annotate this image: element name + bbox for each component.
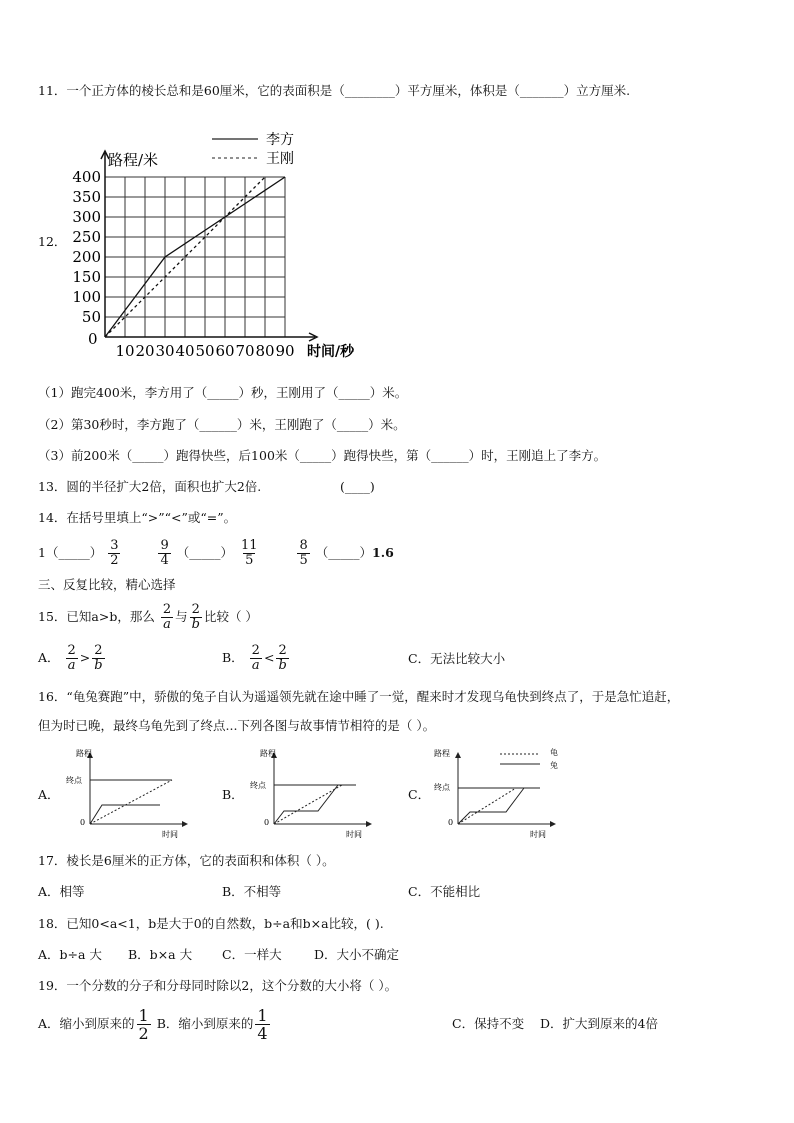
x-tick-label: 40	[175, 342, 195, 360]
q18-option-c: C．一样大	[222, 947, 282, 962]
q17-option-a: A．相等	[38, 884, 85, 899]
svg-text:兔: 兔	[550, 761, 558, 770]
q18-option-d: D．大小不确定	[314, 947, 400, 962]
q16-label-c: C．	[408, 787, 431, 802]
q19-options-ab: A．缩小到原来的 $\frac{1}{2}$ B．缩小到原来的 $\frac{1}{4}$	[38, 1006, 268, 1043]
question-12-3: （3）前200米（_____）跑得快些，后100米（_____）跑得快些，第（______）时，王刚追上了李方。	[38, 448, 607, 463]
question-12-1: （1）跑完400米，李方用了（_____）秒，王刚用了（_____）米。	[38, 385, 408, 400]
svg-text:路程: 路程	[76, 749, 92, 758]
svg-text:0: 0	[80, 818, 86, 827]
q17-option-b: B．不相等	[222, 884, 282, 899]
question-18: 18．已知0<a<1，b是大于0的自然数，b÷a和b×a比较，( ).	[38, 916, 384, 931]
q14-blank-3: （_____）	[315, 545, 373, 560]
svg-text:时间: 时间	[162, 830, 178, 839]
chart-legend	[212, 131, 294, 167]
distance-time-chart	[72, 125, 380, 370]
svg-text:路程: 路程	[260, 749, 276, 758]
chart-origin: 0	[88, 330, 98, 348]
section-3-heading: 三、反复比较，精心选择	[38, 577, 176, 592]
question-13: 13．圆的半径扩大2倍，面积也扩大2倍.	[38, 479, 262, 494]
x-tick-label: 60	[215, 342, 235, 360]
y-tick-label: 100	[72, 288, 101, 306]
svg-text:终点: 终点	[66, 776, 82, 785]
x-tick-label: 80	[255, 342, 275, 360]
question-15-option-a: A． $\frac{2}{a}$ > $\frac{2}{b}$	[38, 643, 103, 673]
y-tick-label: 300	[72, 208, 101, 226]
q18-option-b: B．b×a 大	[128, 947, 193, 962]
question-14: 14．在括号里填上“>”“<”或“=”。	[38, 510, 237, 525]
q16-graph-c	[430, 745, 565, 840]
svg-text:时间: 时间	[346, 830, 362, 839]
x-tick-label: 20	[135, 342, 155, 360]
y-tick-label: 400	[72, 168, 101, 186]
svg-text:0: 0	[448, 818, 454, 827]
question-19: 19．一个分数的分子和分母同时除以2，这个分数的大小将（ ）。	[38, 978, 398, 993]
x-tick-label: 90	[275, 342, 295, 360]
svg-text:路程: 路程	[434, 749, 450, 758]
svg-text:0: 0	[264, 818, 270, 827]
svg-text:时间: 时间	[530, 830, 546, 839]
q16-graph-b	[246, 745, 376, 840]
q16-graph-a	[62, 745, 192, 840]
q14-fraction-9-4: $\frac{9}{4}$	[160, 538, 169, 568]
question-15-option-b: B． $\frac{2}{a}$ < $\frac{2}{b}$	[222, 643, 287, 673]
question-15-option-c: C．无法比较大小	[408, 651, 506, 666]
q16-label-a: A．	[38, 787, 60, 802]
question-14-items	[38, 536, 394, 570]
svg-text:龟: 龟	[550, 748, 558, 757]
q14-fraction-8-5: $\frac{8}{5}$	[299, 538, 308, 568]
legend-wanggang: 王刚	[266, 151, 294, 167]
legend-lifang: 李方	[266, 132, 294, 148]
q19-option-c: C．保持不变	[452, 1016, 525, 1031]
y-tick-label: 350	[72, 188, 101, 206]
question-16-line-1: 16．“龟兔赛跑”中，骄傲的兔子自认为遥遥领先就在途中睡了一觉，醒来时才发现乌龟快到终点了，于是急忙追赶，	[38, 689, 680, 704]
q17-option-c: C．不能相比	[408, 884, 481, 899]
q14-blank-1: （_____）	[45, 545, 103, 560]
q14-tail: 1.6	[372, 545, 394, 560]
x-tick-label: 10	[115, 342, 135, 360]
q18-option-a: A．b÷a 大	[38, 947, 102, 962]
question-11: 11．一个正方体的棱长总和是60厘米，它的表面积是（________）平方厘米，体积是（_______）立方厘米.	[38, 83, 631, 98]
y-tick-label: 200	[72, 248, 101, 266]
question-12-number: 12．	[38, 234, 67, 249]
question-12-2: （2）第30秒时，李方跑了（______）米，王刚跑了（_____）米。	[38, 417, 406, 432]
q14-fraction-11-5: $\frac{11}{5}$	[240, 538, 258, 568]
q14-blank-2: （_____）	[176, 545, 233, 560]
q19-option-d: D．扩大到原来的4倍	[540, 1016, 658, 1031]
svg-text:终点: 终点	[250, 781, 266, 790]
q14-fraction-3-2: $\frac{3}{2}$	[110, 538, 119, 568]
question-17: 17．棱长是6厘米的正方体，它的表面积和体积（ ）。	[38, 853, 335, 868]
x-tick-label: 50	[195, 342, 215, 360]
question-15: 15．已知a>b，那么 $\frac{2}{a}$ 与 $\frac{2}{b}$ 比较（ ）	[38, 602, 258, 632]
y-tick-label: 50	[81, 308, 101, 326]
q16-label-b: B．	[222, 787, 244, 802]
question-13-blank: (____)	[340, 479, 375, 494]
y-tick-label: 250	[72, 228, 101, 246]
chart-grid	[105, 177, 285, 337]
x-tick-label: 30	[155, 342, 175, 360]
chart-ylabel: 路程/米	[108, 151, 159, 169]
chart-xlabel: 时间/秒	[307, 344, 355, 360]
y-tick-label: 150	[72, 268, 101, 286]
q14-one: 1	[38, 545, 46, 560]
question-16-line-2: 但为时已晚，最终乌龟先到了终点...下列各图与故事情节相符的是（ ）。	[38, 718, 436, 733]
svg-text:终点: 终点	[434, 783, 450, 792]
x-tick-label: 70	[235, 342, 255, 360]
